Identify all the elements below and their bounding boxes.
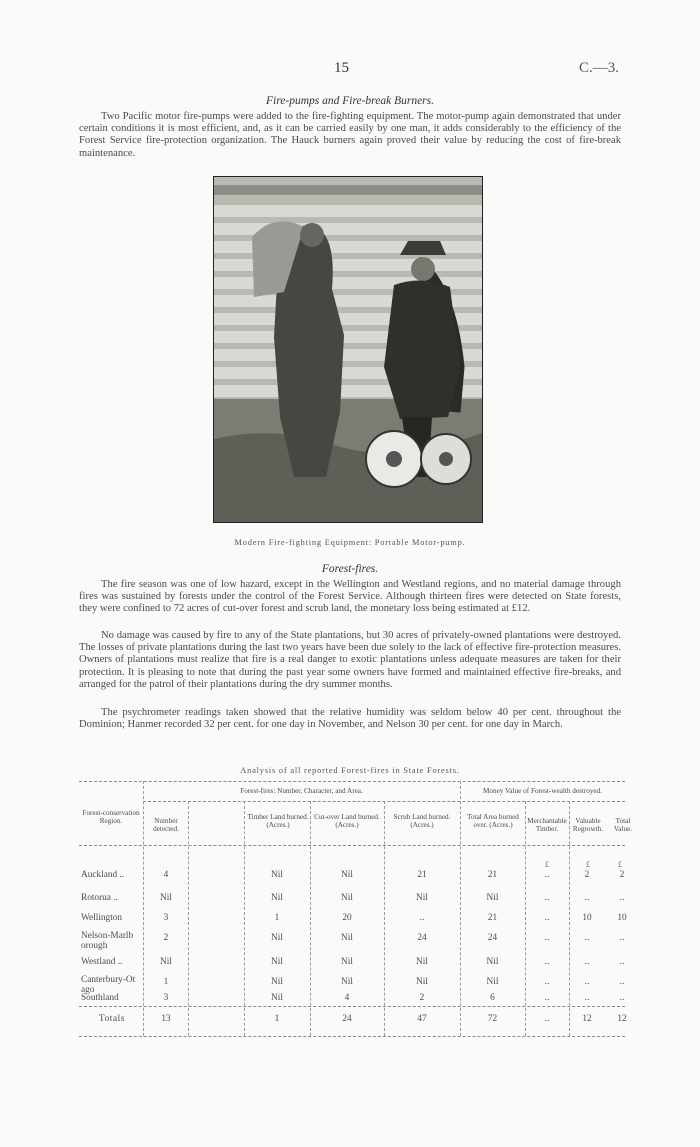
group-header-fires: Forest-fires: Number, Character, and Area. bbox=[240, 787, 363, 795]
total-value-cell: .. bbox=[619, 933, 625, 943]
photo-illustration bbox=[214, 177, 482, 522]
total-area-cell: Nil bbox=[486, 893, 499, 903]
column-header-region: Forest-conservation Region. bbox=[82, 809, 140, 826]
column-header-total-value: Total Value. bbox=[613, 817, 633, 834]
merchantable-cell: .. bbox=[544, 977, 550, 987]
regrowth-cell: .. bbox=[584, 977, 590, 987]
table-header-rule bbox=[79, 845, 625, 846]
table-top-rule bbox=[79, 781, 625, 782]
paragraph-plantations: No damage was caused by fire to any of the State plantations, but 30 acres of privately-owned plantations were destroyed. The losses of private plantations during the last two years have been due solely to the lack of effective fire-protection measures. Owners of plantations must realize that fire is a real danger to exotic plantations unless adequate measures are taken for their protection. It is pleasing to note that during the past year some owners have formed and maintained effective fire-breaks, and arranged for the patrol of their plantations during the dry summer months. bbox=[79, 630, 621, 690]
merchantable-cell: .. bbox=[544, 893, 550, 903]
timber-cell: Nil bbox=[271, 993, 283, 1003]
section-heading-forest-fires: Forest-fires. bbox=[321, 563, 379, 575]
timber-cell: Nil bbox=[271, 870, 283, 880]
currency-unit: £ bbox=[545, 860, 549, 869]
total-area-cell: 6 bbox=[490, 993, 495, 1003]
cutover-cell: 4 bbox=[344, 993, 350, 1003]
merchantable-cell: .. bbox=[544, 870, 550, 880]
column-header-regrowth: Valuable Regrowth. bbox=[572, 817, 604, 834]
paragraph-humidity: The psychrometer readings taken showed that the relative humidity was seldom below 40 per cent. throughout the Dominion; Hanmer recorded 32 per cent. for one day in November, and Nelson 30 per cent. for one day in March. bbox=[79, 707, 621, 731]
cutover-cell: 24 bbox=[342, 1014, 352, 1024]
regrowth-cell: .. bbox=[584, 893, 590, 903]
scrub-cell: .. bbox=[419, 913, 425, 923]
number-cell: 3 bbox=[163, 913, 169, 923]
column-divider bbox=[143, 781, 144, 1036]
scrub-cell: Nil bbox=[416, 893, 428, 903]
regrowth-cell: .. bbox=[584, 933, 590, 943]
page-reference: C.—3. bbox=[579, 60, 620, 76]
total-value-cell: .. bbox=[619, 893, 625, 903]
scrub-cell: 21 bbox=[417, 870, 427, 880]
scrub-cell: 24 bbox=[417, 933, 427, 943]
total-area-cell: Nil bbox=[486, 977, 499, 987]
section-heading-fire-pumps: Fire-pumps and Fire-break Burners. bbox=[266, 95, 434, 107]
total-area-cell: Nil bbox=[486, 957, 499, 967]
column-header-merchantable: Merchantable Timber. bbox=[527, 817, 567, 834]
number-cell: Nil bbox=[160, 893, 172, 903]
total-value-cell: 12 bbox=[617, 1014, 627, 1024]
total-area-cell: 21 bbox=[487, 870, 498, 880]
column-header-scrub: Scrub Land burned. (Acres.) bbox=[393, 813, 451, 830]
timber-cell: Nil bbox=[271, 933, 283, 943]
timber-cell: Nil bbox=[271, 957, 283, 967]
total-value-cell: .. bbox=[619, 993, 625, 1003]
regrowth-cell: 12 bbox=[582, 1014, 592, 1024]
merchantable-cell: .. bbox=[544, 993, 550, 1003]
number-cell: 13 bbox=[161, 1014, 171, 1024]
region-cell: Wellington bbox=[81, 913, 123, 923]
scrub-cell: Nil bbox=[416, 957, 428, 967]
totals-label: Totals bbox=[98, 1014, 126, 1024]
timber-cell: 1 bbox=[274, 1014, 280, 1024]
regrowth-cell: .. bbox=[584, 993, 590, 1003]
regrowth-cell: 2 bbox=[584, 870, 590, 880]
total-value-cell: 2 bbox=[619, 870, 625, 880]
region-cell: Auckland .. bbox=[81, 870, 125, 880]
cutover-cell: Nil bbox=[341, 977, 353, 987]
number-cell: Nil bbox=[160, 957, 172, 967]
total-area-cell: 24 bbox=[487, 933, 498, 943]
column-header-timber: Timber Land burned. (Acres.) bbox=[247, 813, 309, 830]
cutover-cell: Nil bbox=[341, 957, 353, 967]
scrub-cell: 2 bbox=[419, 993, 425, 1003]
regrowth-cell: .. bbox=[584, 957, 590, 967]
column-header-cutover: Cut-over Land burned. (Acres.) bbox=[314, 813, 380, 830]
photo-caption: Modern Fire-fighting Equipment: Portable Motor-pump. bbox=[234, 538, 466, 547]
region-cell: Southland bbox=[81, 993, 119, 1003]
cutover-cell: 20 bbox=[342, 913, 352, 923]
table-title: Analysis of all reported Forest-fires in State Forests. bbox=[240, 766, 460, 775]
number-cell: 2 bbox=[163, 933, 169, 943]
cutover-cell: Nil bbox=[341, 893, 353, 903]
column-header-total-area: Total Area burned over. (Acres.) bbox=[467, 813, 519, 830]
group-header-money: Money Value of Forest-wealth destroyed. bbox=[482, 787, 603, 795]
region-cell: Canterbury-Otago bbox=[81, 975, 136, 995]
total-area-cell: 21 bbox=[487, 913, 498, 923]
table-bottom-rule bbox=[79, 1036, 625, 1037]
page-number: 15 bbox=[334, 60, 349, 76]
timber-cell: Nil bbox=[271, 893, 283, 903]
merchantable-cell: .. bbox=[544, 957, 550, 967]
paragraph-fire-season: The fire season was one of low hazard, except in the Wellington and Westland regions, and no material damage through fires was sustained by forests under the control of the Forest Service. Although thirteen fires were detected on State forests, they were confined to 72 acres of cut-over forest and scrub land, the monetary loss being estimated at £12. bbox=[79, 579, 621, 615]
column-header-number: Number detected. bbox=[153, 817, 179, 834]
scrub-cell: Nil bbox=[416, 977, 428, 987]
total-area-cell: 72 bbox=[487, 1014, 498, 1024]
merchantable-cell: .. bbox=[544, 913, 550, 923]
paragraph-fire-pumps: Two Pacific motor fire-pumps were added to the fire-fighting equipment. The motor-pump again demonstrated that under certain conditions it is most efficient, and, as it can be carried easily by one man, it adds considerably to the efficiency of the Forest Service fire-protection organization. The Hauck burners again proved their value by reducing the cost of fire-break maintenance. bbox=[79, 111, 621, 159]
region-cell: Nelson-Marlborough bbox=[81, 931, 134, 951]
photograph bbox=[213, 176, 483, 523]
regrowth-cell: 10 bbox=[582, 913, 592, 923]
timber-cell: Nil bbox=[271, 977, 283, 987]
region-cell: Rotorua .. bbox=[81, 893, 118, 903]
currency-unit: £ bbox=[586, 860, 590, 869]
currency-unit: £ bbox=[618, 860, 622, 869]
merchantable-cell: .. bbox=[544, 933, 550, 943]
total-value-cell: .. bbox=[619, 957, 625, 967]
region-cell: Westland .. bbox=[81, 957, 123, 967]
total-value-cell: .. bbox=[619, 977, 625, 987]
cutover-cell: Nil bbox=[341, 870, 353, 880]
timber-cell: 1 bbox=[274, 913, 280, 923]
scrub-cell: 47 bbox=[417, 1014, 427, 1024]
number-cell: 3 bbox=[163, 993, 169, 1003]
column-divider bbox=[188, 801, 189, 1036]
forest-fires-table bbox=[79, 781, 633, 1041]
cutover-cell: Nil bbox=[341, 933, 353, 943]
number-cell: 1 bbox=[163, 977, 169, 987]
table-totals-rule bbox=[79, 1006, 625, 1007]
total-value-cell: 10 bbox=[617, 913, 627, 923]
merchantable-cell: .. bbox=[544, 1014, 550, 1024]
number-cell: 4 bbox=[163, 870, 169, 880]
